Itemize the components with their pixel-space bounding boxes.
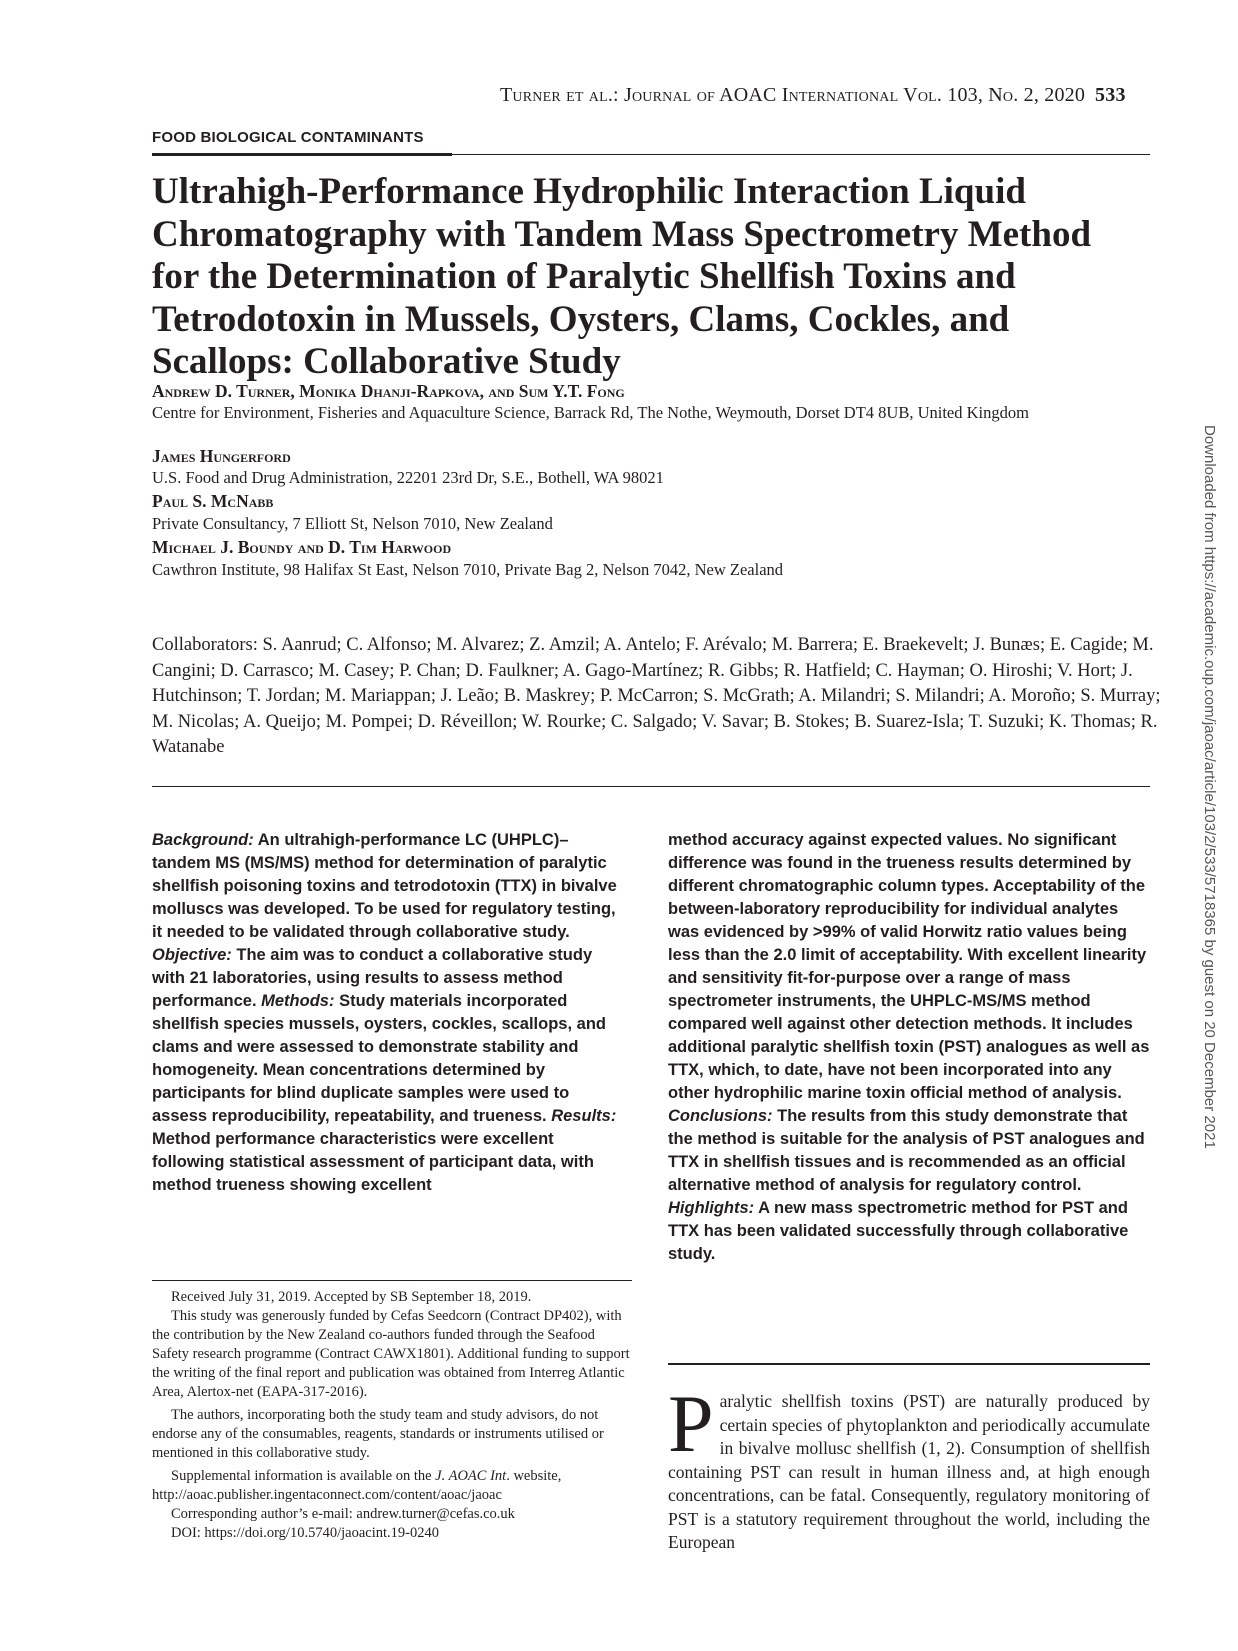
abstract-label-conclusions: Conclusions:: [668, 1107, 773, 1125]
page-number: 533: [1095, 84, 1126, 106]
divider: [152, 786, 1150, 787]
footnotes: [152, 1288, 632, 1543]
author-affiliation: U.S. Food and Drug Administration, 22201 23rd Dr, S.E., Bothell, WA 98021: [152, 468, 664, 487]
author-affiliation: Private Consultancy, 7 Elliott St, Nelson 7010, New Zealand: [152, 514, 553, 533]
abstract-highlights: A new mass spectrometric method for PST and TTX has been validated successfully through collaborative study.: [668, 1199, 1129, 1263]
abstract-column-right: [668, 829, 1150, 1266]
running-head: [500, 84, 1126, 107]
footnote-doi: DOI: https://doi.org/10.5740/jaoacint.19-0240: [171, 1525, 439, 1541]
section-rule-thick: [152, 153, 452, 156]
abstract-label-results: Results:: [551, 1107, 617, 1125]
supplemental-suffix: . website, http://aoac.publisher.ingentaconnect.com/content/aoac/jaoac: [152, 1468, 562, 1503]
section-label: FOOD BIOLOGICAL CONTAMINANTS: [152, 129, 424, 146]
author-names: Michael J. Boundy and D. Tim Harwood: [152, 537, 452, 557]
abstract-objective: The aim was to conduct a collaborative study with 21 laboratories, using results to assess method performance.: [152, 946, 593, 1010]
abstract-label-methods: Methods:: [261, 992, 335, 1010]
intro-paragraph: [668, 1378, 1150, 1555]
footnote-rule: [152, 1280, 632, 1281]
author-affiliation: Cawthron Institute, 98 Halifax St East, Nelson 7010, Private Bag 2, Nelson 7042, New Zealand: [152, 560, 784, 579]
footnote-corresponding: Corresponding author’s e-mail: andrew.turner@cefas.co.uk: [171, 1506, 515, 1522]
header-rule: [452, 154, 1150, 155]
article-title: Ultrahigh-Performance Hydrophilic Interaction Liquid Chromatography with Tandem Mass Spectrometry Method for the Determination of Paralytic Shellfish Toxins and Tetrodotoxin in Mussels, Oysters, Clams, Cockles, and Scallops: Collaborative Study: [152, 171, 1092, 382]
author-names: Andrew D. Turner, Monika Dhanji-Rapkova, and Sum Y.T. Fong: [152, 381, 625, 401]
abstract-label-objective: Objective:: [152, 946, 232, 964]
download-watermark: Downloaded from https://academic.oup.com/jaoac/article/103/2/533/5718365 by guest on 20 December 2021: [1201, 425, 1218, 1149]
abstract-conclusions: The results from this study demonstrate that the method is suitable for the analysis of PST analogues and TTX in shellfish tissues and is recommended as an official alternative method of analysis for regulatory control.: [668, 1107, 1145, 1194]
author-names: James Hungerford: [152, 446, 291, 466]
footnote-funding: This study was generously funded by Cefas Seedcorn (Contract DP402), with the contribution by the New Zealand co-authors funded through the Seafood Safety research programme (Contract CAWX1801). Additional funding to support the writing of the final report and publication was obtained from Interreg Atlantic Area, Alertox-net (EAPA-317-2016).: [152, 1308, 630, 1400]
supplemental-journal: J. AOAC Int: [435, 1468, 507, 1484]
abstract-background: An ultrahigh-performance LC (UHPLC)–tandem MS (MS/MS) method for determination of paralytic shellfish poisoning toxins and tetrodotoxin (TTX) in bivalve molluscs was developed. To be used for regulatory testing, it needed to be validated through collaborative study.: [152, 831, 617, 941]
abstract-column-left: [152, 829, 620, 1197]
abstract-methods: Study materials incorporated shellfish species mussels, oysters, cockles, scallops, and clams and were assessed to demonstrate stability and homogeneity. Mean concentrations determined by participants for blind duplicate samples were used to assess reproducibility, repeatability, and trueness.: [152, 992, 606, 1125]
abstract-end-rule: [668, 1363, 1150, 1365]
abstract-label-background: Background:: [152, 831, 254, 849]
abstract-results-continued: method accuracy against expected values. No significant difference was found in the trueness results determined by different chromatographic column types. Acceptability of the between-laboratory reproducibility for individual analytes was evidenced by >99% of valid Horwitz ratio values being less than the 2.0 limit of acceptability. With excellent linearity and sensitivity fit-for-purpose over a range of mass spectrometer instruments, the UHPLC-MS/MS method compared well against other detection methods. It includes additional paralytic shellfish toxin (PST) analogues as well as TTX, which, to date, have not been incorporated into any other hydrophilic marine toxin official method of analysis.: [668, 831, 1150, 1102]
footnote-supplemental: [152, 1467, 632, 1505]
footnote-received: Received July 31, 2019. Accepted by SB September 18, 2019.: [171, 1289, 532, 1305]
supplemental-prefix: Supplemental information is available on the: [171, 1468, 432, 1484]
author-names: Paul S. McNabb: [152, 491, 274, 511]
footnote-disclaimer: The authors, incorporating both the study team and study advisors, do not endorse any of the consumables, reagents, standards or instruments utilised or mentioned in this collaborative study.: [152, 1407, 604, 1461]
abstract-label-highlights: Highlights:: [668, 1199, 755, 1217]
author-affiliation: Centre for Environment, Fisheries and Aquaculture Science, Barrack Rd, The Nothe, Weymouth, Dorset DT4 8UB, United Kingdom: [152, 403, 1029, 422]
abstract-results: Method performance characteristics were excellent following statistical assessment of participant data, with method trueness showing excellent: [152, 1130, 594, 1194]
intro-text: aralytic shellfish toxins (PST) are naturally produced by certain species of phytoplankton and periodically accumulate in bivalve mollusc shellfish (1, 2). Consumption of shellfish containing PST can result in human illness and, at high enough concentrations, can be fatal. Consequently, regulatory monitoring of PST is a statutory requirement throughout the world, including the European: [668, 1391, 1150, 1552]
collaborators-list: Collaborators: S. Aanrud; C. Alfonso; M. Alvarez; Z. Amzil; A. Antelo; F. Arévalo; M. Barrera; E. Braekevelt; J. Bunæs; E. Cagide; M. Cangini; D. Carrasco; M. Casey; P. Chan; D. Faulkner; A. Gago-Martínez; R. Gibbs; R. Hatfield; C. Hayman; O. Hiroshi; V. Hort; J. Hutchinson; T. Jordan; M. Mariappan; J. Leão; B. Maskrey; P. McCarron; S. McGrath; A. Milandri; S. Milandri; A. Moroño; S. Murray; M. Nicolas; A. Queijo; M. Pompei; D. Réveillon; W. Rourke; C. Salgado; V. Savar; B. Stokes; B. Suarez-Isla; T. Suzuki; K. Thomas; R. Watanabe: [152, 635, 1161, 757]
drop-cap: P: [668, 1378, 714, 1469]
running-head-text: Turner et al.: Journal of AOAC International Vol. 103, No. 2, 2020: [500, 84, 1086, 106]
